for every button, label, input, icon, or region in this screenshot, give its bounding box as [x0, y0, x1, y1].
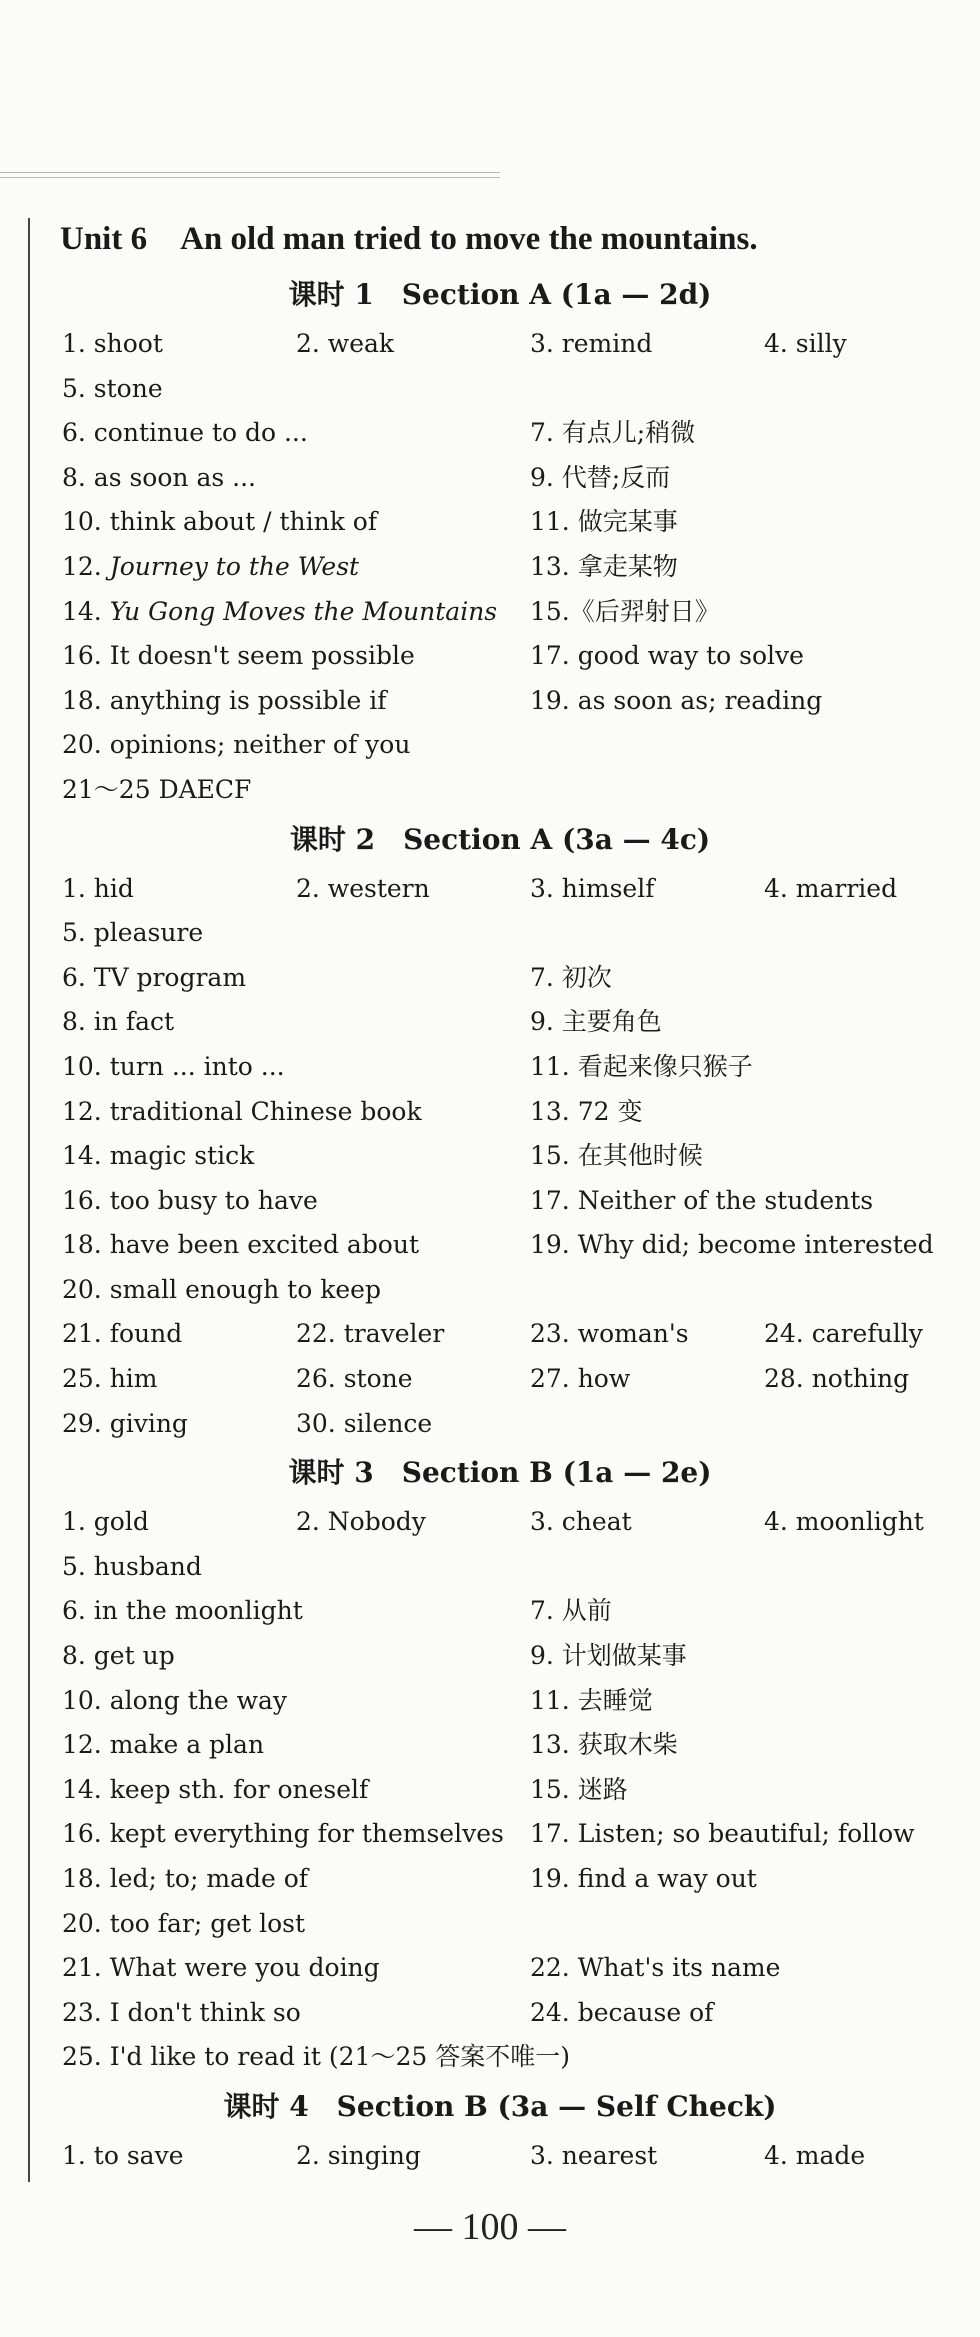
answer-item: 23. I don't think so: [62, 1997, 301, 2027]
answer-item: 12. make a plan: [62, 1730, 265, 1760]
book-title: Journey to the West: [109, 551, 360, 581]
answer-row: [60, 1589, 940, 1634]
answer-row: [60, 1723, 940, 1768]
answer-item: 20. too far; get lost: [62, 1908, 305, 1938]
answer-item: 19. as soon as; reading: [530, 685, 823, 715]
answer-row: [60, 2035, 940, 2080]
answer-item: 6. in the moonlight: [62, 1596, 303, 1626]
answer-row: [60, 1768, 940, 1813]
answer-row: [60, 1991, 940, 2036]
answer-row: [60, 500, 940, 545]
answer-item: 30. silence: [296, 1408, 433, 1438]
section-heading: 课时 2 Section A (3a — 4c): [289, 822, 711, 856]
answer-item: 3. remind: [530, 329, 653, 358]
answer-item: 7. 初次: [530, 962, 612, 992]
answer-item: 4. moonlight: [764, 1507, 924, 1537]
unit-title: Unit 6 An old man tried to move the mountains.: [60, 221, 758, 257]
answer-item: 5. husband: [62, 1551, 202, 1581]
answer-item: 11. 看起来像只猴子: [530, 1051, 753, 1081]
answer-item: 3. himself: [530, 873, 655, 903]
answer-item: 12. Journey to the West: [62, 551, 360, 581]
answer-item: 17. Neither of the students: [530, 1185, 874, 1215]
answer-item: 16. kept everything for themselves: [62, 1819, 504, 1849]
answer-item: 5. pleasure: [62, 918, 204, 948]
answer-item: 9. 主要角色: [530, 1007, 662, 1037]
answer-item: 18. led; to; made of: [62, 1864, 308, 1893]
answer-item: 18. have been excited about: [62, 1230, 420, 1260]
decorative-rule: [0, 177, 500, 178]
answer-row: [60, 2134, 940, 2179]
decorative-rule: [0, 172, 500, 173]
answer-item: 2. Nobody: [296, 1507, 426, 1537]
answer-item: 18. anything is possible if: [62, 685, 387, 715]
answer-item: 8. as soon as ...: [62, 462, 256, 492]
answer-item: 7. 从前: [530, 1596, 612, 1626]
margin-line: [28, 218, 30, 2182]
answer-item: 14. magic stick: [62, 1141, 255, 1171]
answer-item: 21. What were you doing: [62, 1953, 380, 1983]
answer-row: [60, 411, 940, 456]
answer-row: [60, 1179, 940, 1224]
answer-item: 24. carefully: [764, 1319, 923, 1349]
page-number: — 100 —: [414, 2206, 566, 2248]
answer-item: 1. gold: [62, 1507, 149, 1537]
sections-container: [60, 268, 940, 2179]
answer-item: 16. It doesn't seem possible: [62, 641, 415, 671]
answer-item: 26. stone: [296, 1364, 413, 1394]
answer-item: 13. 72 变: [530, 1096, 643, 1126]
answer-row: [60, 456, 940, 501]
answer-item: 1. hid: [62, 873, 134, 903]
answer-item: 24. because of: [530, 1997, 714, 2027]
answer-row: [60, 1500, 940, 1545]
answer-row: [60, 1357, 940, 1402]
answer-row: [60, 590, 940, 635]
answer-item: 19. Why did; become interested: [530, 1230, 934, 1260]
answer-item: 15. 迷路: [530, 1774, 628, 1804]
answer-item: 15.《后羿射日》: [530, 596, 720, 626]
answer-row: [60, 1812, 940, 1857]
answer-item: 23. woman's: [530, 1319, 689, 1349]
answer-row: [60, 634, 940, 679]
answer-item: 22. What's its name: [530, 1953, 781, 1983]
answer-item: 10. turn ... into ...: [62, 1051, 285, 1081]
book-title: Yu Gong Moves the Mountains: [109, 596, 498, 626]
section-heading: 课时 3 Section B (1a — 2e): [288, 1456, 712, 1490]
answer-item: 6. TV program: [62, 962, 247, 992]
answer-row: [60, 867, 940, 912]
answer-item: 19. find a way out: [530, 1864, 757, 1893]
answer-item: 1. shoot: [62, 329, 163, 358]
answer-item: 4. silly: [764, 329, 847, 358]
answer-item: 6. continue to do ...: [62, 418, 308, 448]
answer-row: [60, 1268, 940, 1313]
answer-item: 9. 计划做某事: [530, 1641, 687, 1671]
answer-row: [60, 911, 940, 956]
section-heading: 课时 1 Section A (1a — 2d): [288, 278, 712, 311]
answer-row: [60, 1946, 940, 1991]
answer-item: 25. I'd like to read it (21～25 答案不唯一): [62, 2042, 570, 2072]
answer-row: [60, 1902, 940, 1947]
answer-item: 13. 获取木柴: [530, 1730, 678, 1760]
answer-item: 13. 拿走某物: [530, 551, 678, 581]
answer-item: 20. small enough to keep: [62, 1274, 381, 1304]
answer-item: 11. 去睡觉: [530, 1685, 653, 1715]
answer-item: 14. Yu Gong Moves the Mountains: [62, 596, 498, 626]
answer-item: 11. 做完某事: [530, 507, 678, 537]
answer-row: [60, 1679, 940, 1724]
answer-row: [60, 1634, 940, 1679]
answer-item: 10. think about / think of: [62, 507, 378, 537]
answer-row: [60, 1545, 940, 1590]
answer-row: [60, 768, 940, 813]
answer-row: [60, 1090, 940, 1135]
answer-item: 2. western: [296, 873, 430, 903]
answer-row: [60, 1312, 940, 1357]
answer-item: 5. stone: [62, 373, 163, 403]
answer-item: 14. keep sth. for oneself: [62, 1774, 369, 1804]
answer-row: [60, 956, 940, 1001]
answer-key: [60, 210, 940, 2179]
answer-item: 25. him: [62, 1364, 158, 1394]
answer-item: 17. Listen; so beautiful; follow: [530, 1819, 915, 1849]
answer-row: [60, 545, 940, 590]
answer-item: 17. good way to solve: [530, 641, 804, 671]
answer-item: 8. get up: [62, 1641, 175, 1671]
answer-item: 3. cheat: [530, 1507, 632, 1537]
answer-row: [60, 1402, 940, 1447]
answer-item: 21～25 DAECF: [62, 774, 252, 804]
section-heading: 课时 4 Section B (3a — Self Check): [223, 2089, 777, 2123]
answer-item: 20. opinions; neither of you: [62, 730, 411, 760]
answer-item: 27. how: [530, 1364, 631, 1394]
answer-item: 22. traveler: [296, 1319, 445, 1349]
answer-item: 10. along the way: [62, 1685, 288, 1715]
answer-row: [60, 1000, 940, 1045]
answer-row: [60, 322, 940, 367]
answer-row: [60, 1857, 940, 1902]
answer-row: [60, 1223, 940, 1268]
answer-row: [60, 723, 940, 768]
answer-item: 4. married: [764, 873, 898, 903]
answer-item: 4. made: [764, 2140, 866, 2170]
answer-item: 7. 有点儿;稍微: [530, 418, 696, 448]
answer-row: [60, 1134, 940, 1179]
answer-item: 28. nothing: [764, 1364, 910, 1394]
answer-row: [60, 679, 940, 724]
answer-item: 12. traditional Chinese book: [62, 1096, 422, 1126]
answer-row: [60, 367, 940, 412]
answer-item: 8. in fact: [62, 1007, 175, 1037]
answer-item: 2. weak: [296, 329, 395, 358]
answer-item: 9. 代替;反而: [530, 462, 671, 492]
answer-item: 16. too busy to have: [62, 1185, 318, 1215]
answer-item: 21. found: [62, 1319, 183, 1349]
answer-item: 2. singing: [296, 2140, 421, 2170]
answer-item: 15. 在其他时候: [530, 1141, 703, 1171]
answer-item: 1. to save: [62, 2140, 184, 2170]
answer-item: 3. nearest: [530, 2140, 658, 2170]
answer-row: [60, 1045, 940, 1090]
answer-item: 29. giving: [62, 1408, 188, 1438]
